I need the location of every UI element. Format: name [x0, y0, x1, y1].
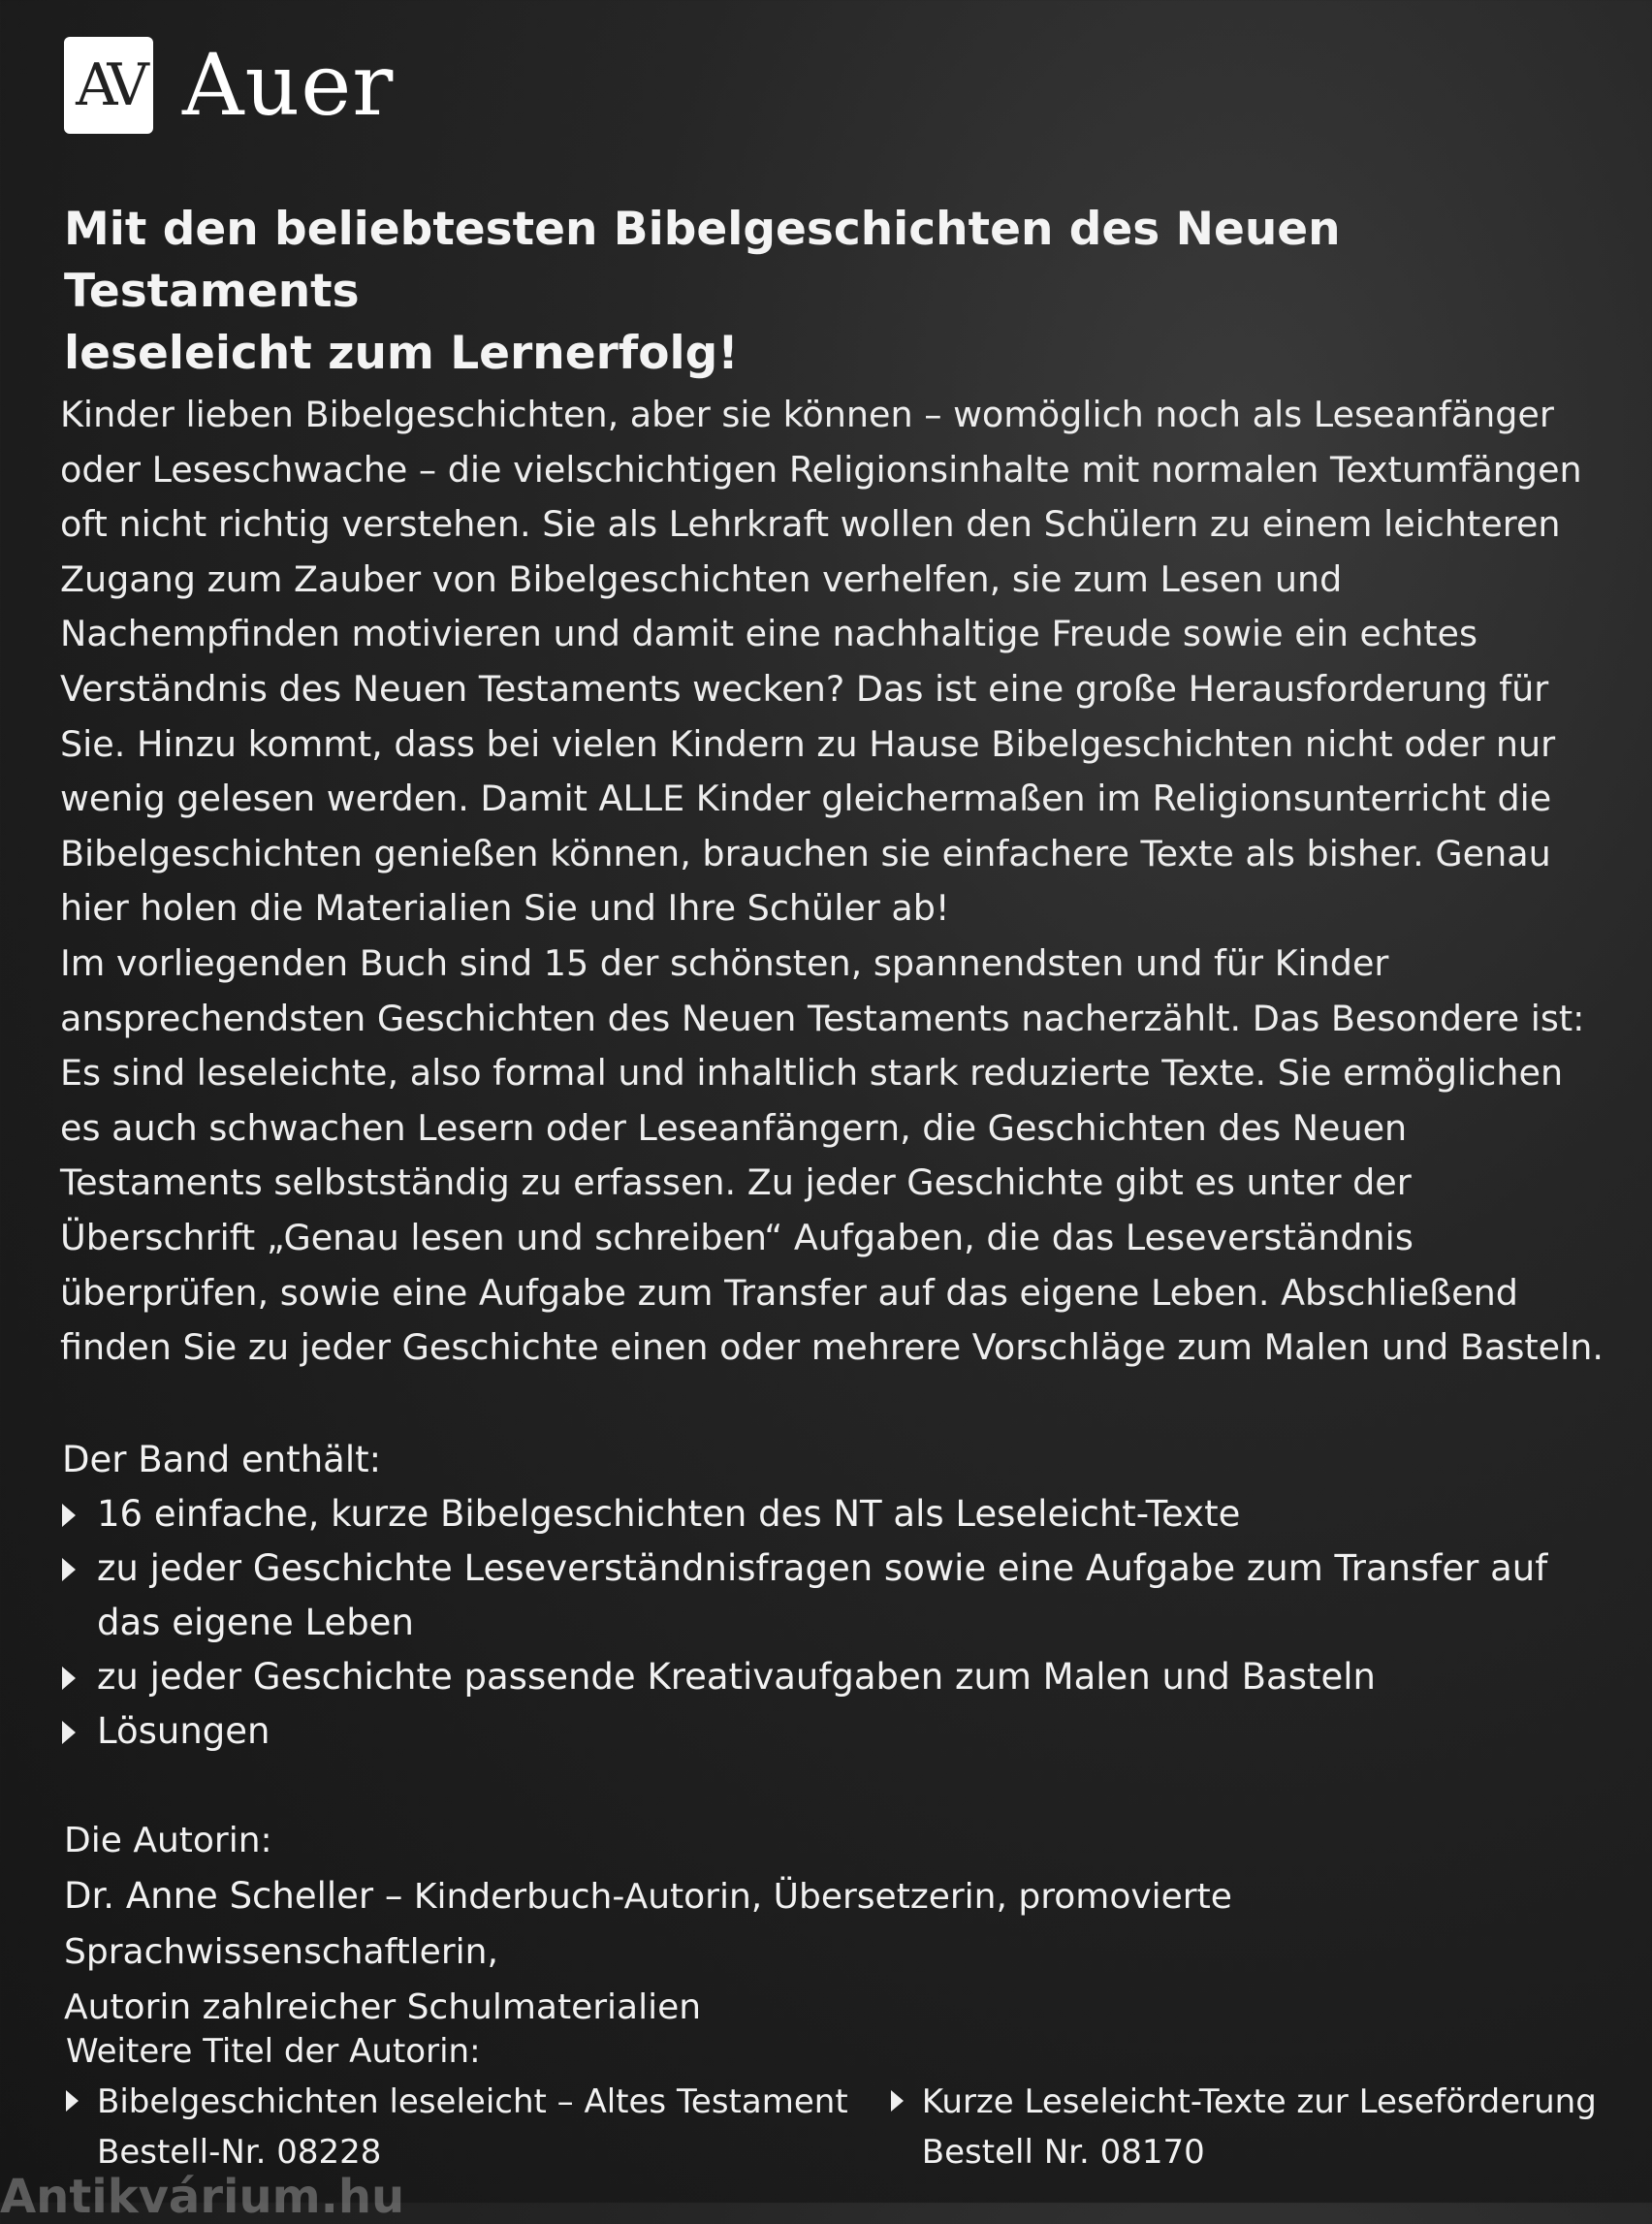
contents-heading: Der Band enthält:: [62, 1439, 382, 1480]
description-paragraph-1: Kinder lieben Bibelgeschichten, aber sie können – womöglich noch als Leseanfänger oder Leseschwache – die vielschichtigen Religionsinhalte mit normalen Textumfängen oft nicht richtig verstehen. Sie als Lehrkraft wollen den Schülern zu einem leichteren Zugang zum Zauber von Bibelgeschichten verhelfen, sie zum Lesen und Nachempfinden motivieren und damit eine nachhaltige Freude sowie ein echtes Verständnis des Neuen Testaments wecken? Das ist eine große Herausforderung für Sie. Hinzu kommt, dass bei vielen Kindern zu Hause Bibelgeschichten nicht oder nur wenig gelesen werden. Damit ALLE Kinder gleichermaßen im Religionsunterricht die Bibelgeschichten genießen können, brauchen sie einfachere Texte als bisher. Genau hier holen die Materialien Sie und Ihre Schüler ab!: [60, 394, 1582, 930]
arrow-right-icon: [62, 1558, 76, 1581]
brand-logo: [64, 35, 394, 135]
more-titles-heading: Weitere Titel der Autorin:: [66, 2032, 481, 2071]
more-titles-section: [66, 2026, 1617, 2177]
title-name: Kurze Leseleicht-Texte zur Leseförderung: [921, 2082, 1597, 2121]
arrow-right-icon: [891, 2090, 904, 2112]
brand-name: Auer: [182, 35, 395, 135]
order-number: Bestell-Nr. 08228: [97, 2133, 382, 2172]
description-paragraph-2: Im vorliegenden Buch sind 15 der schönsten, spannendsten und für Kinder ansprechendsten Geschichten des Neuen Testaments nacherzählt. Das Besondere ist: Es sind leseleichte, also formal und inhaltlich stark reduzierte Texte. Sie ermöglichen es auch schwachen Lesern oder Leseanfängern, die Geschichten des Neuen Testaments selbstständig zu erfassen. Zu jeder Geschichte gibt es unter der Überschrift „Genau lesen und schreiben“ Aufgaben, die das Leseverständnis überprüfen, sowie eine Aufgabe zum Transfer auf das eigene Leben. Abschließend finden Sie zu jeder Geschichte einen oder mehrere Vorschläge zum Malen und Basteln.: [60, 941, 1604, 1369]
author-description: Kinderbuch-Autorin, Übersetzerin, promovierte Sprachwissenschaftlerin,: [64, 1877, 1232, 1972]
arrow-right-icon: [66, 2090, 79, 2112]
headline: [64, 199, 1576, 385]
headline-line-2: leseleicht zum Lernerfolg!: [64, 327, 739, 380]
list-item: [891, 2077, 1617, 2177]
author-heading: Die Autorin:: [64, 1821, 272, 1860]
headline-line-1: Mit den beliebtesten Bibelgeschichten des Neuen Testaments: [64, 203, 1341, 318]
author-description-2: Autorin zahlreicher Schulmaterialien: [64, 1987, 702, 2027]
list-item: zu jeder Geschichte passende Kreativaufgaben zum Malen und Basteln: [62, 1650, 1604, 1704]
author-section: [64, 1813, 1615, 2035]
list-item: zu jeder Geschichte Leseverständnisfragen sowie eine Aufgabe zum Transfer auf das eigene Leben: [62, 1541, 1604, 1650]
contents-section: [62, 1433, 1604, 1759]
contents-list: [62, 1487, 1604, 1759]
watermark: Antikvárium.hu: [0, 2170, 405, 2224]
list-item: 16 einfache, kurze Bibelgeschichten des NT als Leseleicht-Texte: [62, 1487, 1604, 1541]
list-item: [66, 2077, 891, 2177]
author-name: Dr. Anne Scheller –: [64, 1875, 403, 1917]
more-titles-list: [66, 2077, 1617, 2177]
title-name: Bibelgeschichten leseleicht – Altes Testament: [97, 2082, 848, 2121]
arrow-right-icon: [62, 1504, 76, 1527]
description-body: [60, 388, 1611, 1376]
arrow-right-icon: [62, 1667, 76, 1690]
order-number: Bestell Nr. 08170: [921, 2133, 1205, 2172]
list-item: Lösungen: [62, 1704, 1604, 1759]
auer-logo-mark: AV: [64, 37, 153, 134]
author-line: [64, 1868, 1615, 1980]
arrow-right-icon: [62, 1721, 76, 1744]
